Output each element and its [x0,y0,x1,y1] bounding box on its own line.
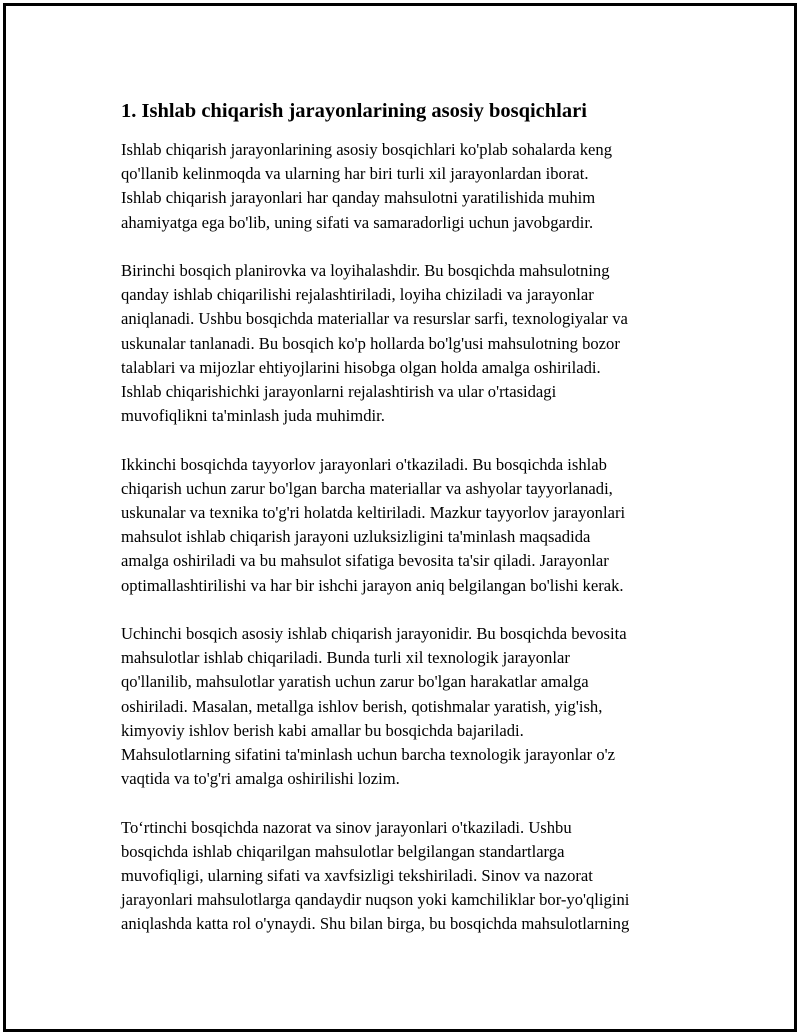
text-line: Ishlab chiqarish jarayonlari har qanday mahsulotni yaratilishida muhim [121,188,596,208]
text-line: Ikkinchi bosqichda tayyorlov jarayonlari o'tkaziladi. Bu bosqichda ishlab [121,454,607,474]
text-line: bosqichda ishlab chiqarilgan mahsulotlar belgilangan standartlarga [121,841,565,861]
text-line: Uchinchi bosqich asosiy ishlab chiqarish jarayonidir. Bu bosqichda bevosita [121,624,627,644]
text-line: chiqarish uchun zarur bo'lgan barcha materiallar va ashyolar tayyorlanadi, [121,478,613,498]
text-line: qo'llanilib, mahsulotlar yaratish uchun zarur bo'lgan harakatlar amalga [121,672,589,692]
section-heading: 1. Ishlab chiqarish jarayonlarining asosiy bosqichlari [121,100,587,122]
text-line: mahsulotlar ishlab chiqariladi. Bunda turli xil texnologik jarayonlar [121,648,570,668]
text-line: muvofiqligi, ularning sifati va xavfsizligi tekshiriladi. Sinov va nazorat [121,866,593,886]
text-line: oshiriladi. Masalan, metallga ishlov berish, qotishmalar yaratish, yig'ish, [121,696,603,716]
text-line: Ishlab chiqarish jarayonlarining asosiy bosqichlari ko'plab sohalarda keng [121,140,612,159]
text-line: Mahsulotlarning sifatini ta'minlash uchun barcha texnologik jarayonlar o'z [121,745,615,765]
page-frame [3,3,797,1032]
text-line: aniqlanadi. Ushbu bosqichda materiallar va resurslar sarfi, texnologiyalar va [121,309,628,329]
text-line: qanday ishlab chiqarilishi rejalashtiriladi, loyiha chiziladi va jarayonlar [121,285,594,305]
text-line: aniqlashda katta rol o'ynaydi. Shu bilan birga, bu bosqichda mahsulotlarning [121,914,630,934]
text-line: jarayonlari mahsulotlarga qandaydir nuqson yoki kamchiliklar bor-yo'qligini [121,890,630,910]
document-body [121,97,691,961]
text-line: qo'llanib kelinmoqda va ularning har biri turli xil jarayonlardan iborat. [121,164,589,184]
text-line: Ishlab chiqarishichki jarayonlarni rejalashtirish va ular o'rtasidagi [121,382,557,402]
text-line: optimallashtirilishi va har bir ishchi jarayon aniq belgilangan bo'lishi kerak. [121,575,624,595]
text-line: mahsulot ishlab chiqarish jarayoni uzluksizligini ta'minlash maqsadida [121,527,591,547]
text-line: ahamiyatga ega bo'lib, uning sifati va samaradorligi uchun javobgardir. [121,212,594,232]
text-line: Birinchi bosqich planirovka va loyihalashdir. Bu bosqichda mahsulotning [121,261,610,280]
text-line: uskunalar tanlanadi. Bu bosqich ko'p hollarda bo'lg'usi mahsulotning bozor [121,333,620,353]
text-line: kimyoviy ishlov berish kabi amallar bu bosqichda bajariladi. [121,720,524,740]
paragraph-fourth-stage [121,816,691,937]
text-line: talablari va mijozlar ehtiyojlarini hisobga olgan holda amalga oshiriladi. [121,357,601,377]
text-line: vaqtida va to'g'ri amalga oshirilishi lozim. [121,769,400,789]
paragraph-second-stage [121,453,691,598]
text-line: muvofiqlikni ta'minlash juda muhimdir. [121,406,385,426]
text-line: To‘rtinchi bosqichda nazorat va sinov jarayonlari o'tkaziladi. Ushbu [121,817,572,837]
paragraph-third-stage [121,622,691,791]
text-line: amalga oshiriladi va bu mahsulot sifatiga bevosita ta'sir qiladi. Jarayonlar [121,551,609,571]
paragraph-intro [121,138,691,235]
text-line: uskunalar va texnika to'g'ri holatda keltiriladi. Mazkur tayyorlov jarayonlari [121,503,626,523]
paragraph-first-stage [121,259,691,428]
